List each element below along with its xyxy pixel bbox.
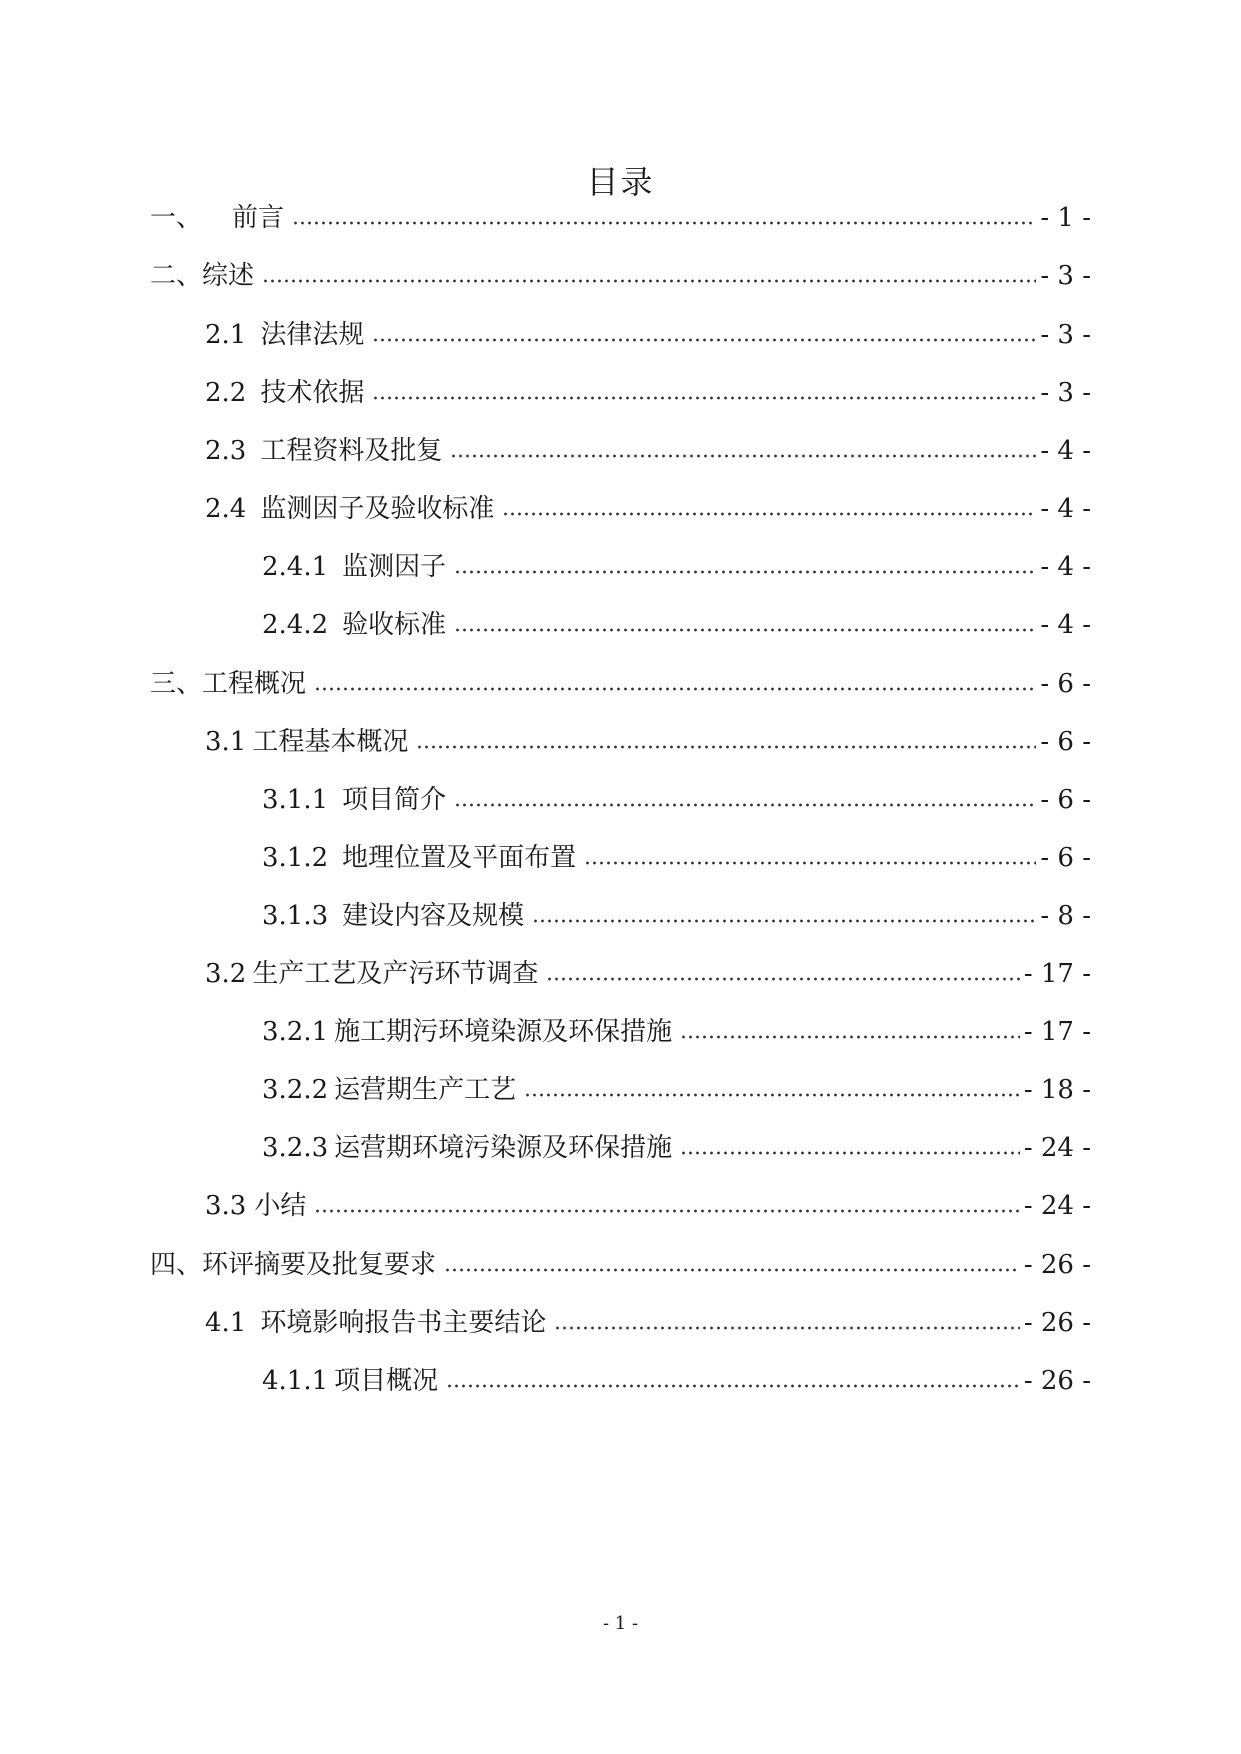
toc-entry-page: - 4 - [1040, 436, 1091, 466]
toc-entry-2-4-1[interactable] [262, 549, 1091, 585]
toc-entry-title: 综述 [202, 261, 255, 291]
toc-entry-page: - 4 - [1040, 494, 1091, 524]
toc-entry-page: - 8 - [1040, 901, 1091, 931]
toc-entry-number: 4.1 [205, 1308, 247, 1338]
toc-entry-number: 3.1.1 [262, 785, 329, 815]
toc-entry-page: - 24 - [1023, 1191, 1091, 1221]
toc-entry-page: - 4 - [1040, 552, 1091, 582]
toc-entry-title: 运营期生产工艺 [334, 1075, 517, 1105]
toc-entry-3-1-3[interactable] [262, 898, 1091, 934]
toc-entry-number: 2.2 [205, 378, 247, 408]
toc-dot-leader [454, 626, 1036, 634]
toc-entry-3-1-1[interactable] [262, 782, 1091, 818]
toc-entry-2-4-2[interactable] [262, 607, 1091, 643]
toc-entry-page: - 6 - [1040, 843, 1091, 873]
toc-entry-2-4[interactable] [205, 491, 1091, 527]
toc-entry-title: 监测因子及验收标准 [260, 494, 495, 524]
toc-entry-page: - 3 - [1040, 320, 1091, 350]
toc-dot-leader [524, 1091, 1020, 1099]
toc-entry-title: 项目简介 [342, 785, 447, 815]
toc-entry-3-2-1[interactable] [262, 1014, 1091, 1050]
toc-entry-number: 4.1.1 [262, 1366, 329, 1396]
toc-entry-project-overview[interactable] [150, 666, 1091, 702]
toc-entry-number: 一、 [150, 203, 203, 233]
toc-entry-preface[interactable] [150, 200, 1091, 236]
toc-dot-leader [454, 568, 1036, 576]
toc-entry-title: 前言 [232, 203, 285, 233]
toc-dot-leader [292, 219, 1036, 227]
toc-entry-number: 2.4 [205, 494, 247, 524]
toc-entry-page: - 6 - [1040, 785, 1091, 815]
toc-entry-title: 运营期环境污染源及环保措施 [334, 1133, 673, 1163]
toc-entry-number: 3.1 [205, 727, 247, 757]
toc-entry-title: 生产工艺及产污环节调查 [252, 959, 539, 989]
toc-entry-2-3[interactable] [205, 433, 1091, 469]
toc-entry-number: 2.4.2 [262, 610, 329, 640]
toc-entry-page: - 17 - [1023, 959, 1091, 989]
toc-entry-page: - 1 - [1040, 203, 1091, 233]
toc-dot-leader [546, 975, 1019, 983]
toc-entry-title: 地理位置及平面布置 [342, 843, 577, 873]
toc-entry-page: - 4 - [1040, 610, 1091, 640]
toc-dot-leader [584, 859, 1036, 867]
toc-entry-title: 施工期污环境染源及环保措施 [334, 1017, 673, 1047]
toc-dot-leader [454, 801, 1036, 809]
toc-entry-number: 3.1.3 [262, 901, 329, 931]
toc-entry-3-2-3[interactable] [262, 1130, 1091, 1166]
toc-entry-number: 3.2.2 [262, 1075, 329, 1105]
toc-entry-3-1-2[interactable] [262, 840, 1091, 876]
toc-dot-leader [444, 1266, 1020, 1274]
toc-entry-number: 二、 [150, 261, 203, 291]
toc-entry-page: - 6 - [1040, 669, 1091, 699]
toc-entry-page: - 24 - [1023, 1133, 1091, 1163]
toc-dot-leader [446, 1382, 1020, 1390]
toc-entry-page: - 26 - [1023, 1308, 1091, 1338]
toc-entry-title: 法律法规 [260, 320, 365, 350]
toc-entry-title: 工程基本概况 [252, 727, 409, 757]
toc-dot-leader [372, 336, 1036, 344]
toc-dot-leader [680, 1033, 1020, 1041]
toc-entry-page: - 3 - [1040, 261, 1091, 291]
toc-entry-title: 工程资料及批复 [260, 436, 443, 466]
toc-entry-page: - 18 - [1023, 1075, 1091, 1105]
toc-entry-title: 环评摘要及批复要求 [202, 1250, 437, 1280]
toc-entry-title: 技术依据 [260, 378, 365, 408]
toc-entry-number: 三、 [150, 669, 203, 699]
toc-entry-number: 3.1.2 [262, 843, 329, 873]
toc-entry-3-3[interactable] [205, 1188, 1091, 1224]
toc-entry-4-1-1[interactable] [262, 1363, 1091, 1399]
toc-entry-4-1[interactable] [205, 1305, 1091, 1341]
toc-entry-2-2[interactable] [205, 375, 1091, 411]
toc-entry-title: 监测因子 [342, 552, 447, 582]
toc-entry-number: 3.2.3 [262, 1133, 329, 1163]
toc-entry-number: 3.3 [205, 1191, 247, 1221]
toc-entry-page: - 26 - [1023, 1366, 1091, 1396]
page-number-footer: - 1 - [602, 1613, 639, 1634]
toc-entry-page: - 17 - [1023, 1017, 1091, 1047]
toc-dot-leader [680, 1149, 1020, 1157]
toc-dot-leader [314, 685, 1036, 693]
toc-entry-number: 3.2.1 [262, 1017, 329, 1047]
toc-entry-number: 2.1 [205, 320, 247, 350]
toc-entry-number: 2.4.1 [262, 552, 329, 582]
toc-entry-2-1[interactable] [205, 317, 1091, 353]
toc-dot-leader [262, 277, 1036, 285]
toc-entry-number: 2.3 [205, 436, 247, 466]
toc-entry-page: - 3 - [1040, 378, 1091, 408]
toc-dot-leader [532, 917, 1036, 925]
toc-dot-leader [554, 1324, 1019, 1332]
toc-entry-3-2-2[interactable] [262, 1072, 1091, 1108]
toc-entry-number: 四、 [150, 1250, 203, 1280]
toc-entry-3-1[interactable] [205, 724, 1091, 760]
toc-entry-title: 建设内容及规模 [342, 901, 525, 931]
toc-dot-leader [502, 510, 1036, 518]
toc-entry-title: 小结 [254, 1191, 307, 1221]
toc-entry-title: 工程概况 [202, 669, 307, 699]
toc-entry-overview[interactable] [150, 258, 1091, 294]
toc-dot-leader [416, 743, 1036, 751]
toc-entry-page: - 6 - [1040, 727, 1091, 757]
toc-dot-leader [314, 1207, 1019, 1215]
toc-entry-title: 验收标准 [342, 610, 447, 640]
toc-entry-title: 项目概况 [334, 1366, 439, 1396]
toc-entry-eia-summary[interactable] [150, 1247, 1091, 1283]
toc-entry-3-2[interactable] [205, 956, 1091, 992]
toc-entry-number: 3.2 [205, 959, 247, 989]
toc-dot-leader [372, 394, 1036, 402]
toc-entry-title: 环境影响报告书主要结论 [260, 1308, 547, 1338]
toc-entry-page: - 26 - [1023, 1250, 1091, 1280]
page-title: 目录 [586, 163, 655, 201]
toc-dot-leader [450, 452, 1036, 460]
